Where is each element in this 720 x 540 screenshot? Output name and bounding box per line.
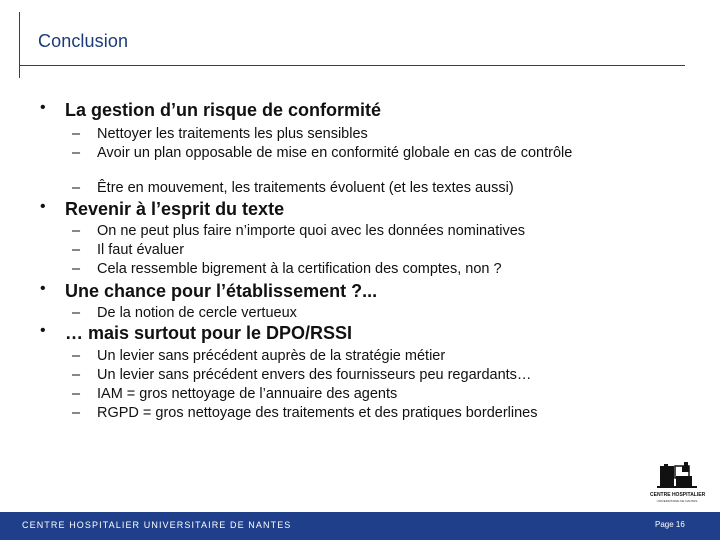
- sub-text: Un levier sans précédent envers des fournisseurs peu regardants…: [97, 367, 532, 383]
- slide-title: Conclusion: [38, 31, 129, 51]
- footer-organization: CENTRE HOSPITALIER UNIVERSITAIRE DE NANTES: [22, 520, 292, 530]
- sub-text: Avoir un plan opposable de mise en conformité globale en cas de contrôle: [97, 145, 573, 161]
- sub-text: Cela ressemble bigrement à la certification des comptes, non ?: [97, 261, 502, 277]
- bullet-text: Une chance pour l’établissement ?...: [65, 281, 378, 301]
- bullet-text: La gestion d’un risque de conformité: [65, 100, 382, 120]
- footer-bar: [0, 512, 720, 540]
- sub-text: RGPD = gros nettoyage des traitements et des pratiques borderlines: [97, 405, 538, 421]
- bullet-text: … mais surtout pour le DPO/RSSI: [65, 323, 353, 343]
- bullet-icon: •: [40, 198, 46, 215]
- dash-icon: –: [72, 386, 81, 402]
- sub-text: De la notion de cercle vertueux: [97, 305, 297, 321]
- dash-icon: –: [72, 405, 81, 421]
- logo-subtext: UNIVERSITAIRE DE NANTES: [656, 499, 698, 503]
- sub-text: On ne peut plus faire n’importe quoi avec les données nominatives: [97, 223, 526, 239]
- sub-text: Il faut évaluer: [97, 242, 185, 258]
- dash-icon: –: [72, 242, 81, 258]
- sub-text: Un levier sans précédent auprès de la stratégie métier: [97, 348, 446, 364]
- title-vertical-rule: [19, 12, 20, 78]
- dash-icon: –: [72, 145, 81, 161]
- dash-icon: –: [72, 348, 81, 364]
- dash-icon: –: [72, 261, 81, 277]
- title-horizontal-rule: [19, 65, 685, 66]
- bullet-text: Revenir à l’esprit du texte: [65, 199, 285, 219]
- sub-text: Être en mouvement, les traitements évoluent (et les textes aussi): [97, 180, 514, 196]
- dash-icon: –: [72, 180, 81, 196]
- logo-mark-icon: [654, 462, 700, 492]
- logo-text: CENTRE HOSPITALIER: [650, 492, 706, 498]
- sub-text: IAM = gros nettoyage de l’annuaire des agents: [97, 386, 398, 402]
- bullet-icon: •: [40, 280, 46, 297]
- dash-icon: –: [72, 223, 81, 239]
- bullet-icon: •: [40, 99, 46, 116]
- page-number: Page 16: [655, 520, 685, 529]
- dash-icon: –: [72, 367, 81, 383]
- sub-text: Nettoyer les traitements les plus sensibles: [97, 126, 368, 142]
- dash-icon: –: [72, 126, 81, 142]
- dash-icon: –: [72, 305, 81, 321]
- bullet-icon: •: [40, 322, 46, 339]
- chu-nantes-logo: [650, 462, 704, 504]
